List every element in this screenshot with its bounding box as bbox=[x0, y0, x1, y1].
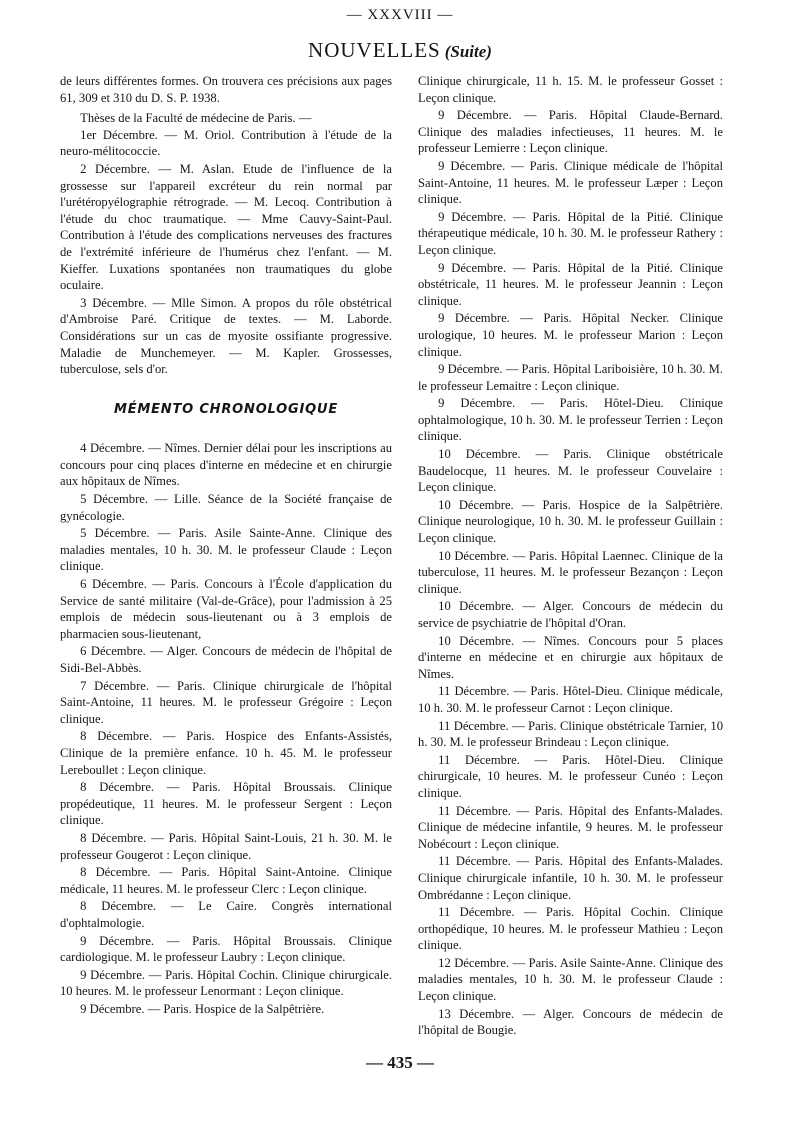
roman-page-number: — XXXVIII — bbox=[346, 7, 454, 23]
list-item: 10 Décembre. — Nîmes. Concours pour 5 places d'interne en médecine et en chirurgie aux hôpitaux de Nîmes. bbox=[418, 633, 723, 681]
list-item: 1er Décembre. — M. Oriol. Contribution à l'étude de la neuro-mélitococcie. bbox=[60, 127, 392, 159]
theses-heading: Thèses de la Faculté de médecine de Paris. — bbox=[80, 111, 312, 126]
list-item: 8 Décembre. — Paris. Hôpital Broussais. Clinique propédeutique, 11 heures. M. le professeur Sergent : Leçon clinique. bbox=[60, 780, 392, 828]
right-column bbox=[418, 73, 723, 1040]
list-item: 12 Décembre. — Paris. Asile Sainte-Anne. Clinique des maladies mentales, 10 h. 30. M. le professeur Claude : Leçon clinique. bbox=[418, 955, 723, 1004]
list-item: 13 Décembre. — Alger. Concours de médecin de l'hôpital de Bougie. bbox=[418, 1006, 723, 1038]
intro-paragraph: de leurs différentes formes. On trouvera ces précisions aux pages 61, 309 et 310 du D. S. P. 1938. bbox=[60, 74, 392, 105]
left-entries bbox=[60, 440, 392, 1017]
list-item: 9 Décembre. — Paris. Hôpital de la Pitié. Clinique obstétricale, 11 heures. M. le professeur Jeannin : Leçon clinique. bbox=[418, 260, 723, 308]
list-item: 8 Décembre. — Paris. Hôpital Saint-Louis, 21 h. 30. M. le professeur Gougerot : Leçon clinique. bbox=[60, 830, 392, 862]
list-item: 8 Décembre. — Le Caire. Congrès international d'ophtalmologie. bbox=[60, 899, 392, 930]
list-item: 5 Décembre. — Lille. Séance de la Société française de gynécologie. bbox=[60, 492, 392, 523]
theses-list bbox=[60, 127, 392, 378]
list-item: 5 Décembre. — Paris. Asile Sainte-Anne. Clinique des maladies mentales, 10 h. 30. M. le professeur Claude : Leçon clinique. bbox=[60, 526, 392, 574]
list-item: 9 Décembre. — Paris. Hôpital de la Pitié. Clinique thérapeutique médicale, 10 h. 30. M. le professeur Rathery : Leçon clinique. bbox=[418, 209, 723, 257]
list-item: 11 Décembre. — Paris. Hôtel-Dieu. Clinique médicale, 10 h. 30. M. le professeur Carnot : Leçon clinique. bbox=[418, 684, 723, 715]
title-suite: (Suite) bbox=[444, 42, 492, 61]
list-item: 10 Décembre. — Paris. Hospice de la Salpêtrière. Clinique neurologique, 10 h. 30. M. le professeur Guillain : Leçon clinique. bbox=[418, 497, 723, 546]
list-item: 11 Décembre. — Paris. Hôpital des Enfants-Malades. Clinique de médecine infantile, 9 heures. M. le professeur Nobécourt : Leçon clinique. bbox=[418, 803, 723, 851]
list-item: 9 Décembre. — Paris. Hôpital Broussais. Clinique cardiologique. M. le professeur Laubry : Leçon clinique. bbox=[60, 933, 392, 965]
list-item: 10 Décembre. — Paris. Clinique obstétricale Baudelocque, 11 heures. M. le professeur Couvelaire : Leçon clinique. bbox=[418, 447, 723, 495]
title-nouvelles: NOUVELLES bbox=[308, 38, 441, 62]
list-item: 9 Décembre. — Paris. Hospice de la Salpêtrière. bbox=[80, 1001, 325, 1016]
list-item: 6 Décembre. — Paris. Concours à l'École d'application du Service de santé militaire (Val-de-Grâce), pour l'admission à 25 emplois de médecin sous-lieutenant ou à 3 emplois de pharmacien sous-lieutenant, bbox=[60, 577, 392, 641]
list-item: 9 Décembre. — Paris. Hôpital Lariboisière, 10 h. 30. M. le professeur Lemaitre : Leçon clinique. bbox=[418, 362, 723, 393]
list-item: 8 Décembre. — Paris. Hospice des Enfants-Assistés, Clinique de la première enfance. 10 h. 45. M. le professeur Lereboullet : Leçon clinique. bbox=[60, 729, 392, 777]
list-item: 7 Décembre. — Paris. Clinique chirurgicale de l'hôpital Saint-Antoine, 11 heures. M. le professeur Grégoire : Leçon clinique. bbox=[60, 678, 392, 726]
page-number-footer: — 435 — bbox=[366, 1053, 434, 1072]
list-item: 10 Décembre. — Paris. Hôpital Laennec. Clinique de la tuberculose, 11 heures. M. le professeur Bezançon : Leçon clinique. bbox=[418, 548, 723, 596]
memento-heading: MÉMENTO CHRONOLOGIQUE bbox=[113, 401, 339, 417]
list-item: 11 Décembre. — Paris. Hôpital Cochin. Clinique orthopédique, 10 heures. M. le professeur Mathieu : Leçon clinique. bbox=[418, 905, 723, 953]
list-item: 9 Décembre. — Paris. Hôpital Cochin. Clinique chirurgicale. 10 heures. M. le professeur Lenormant : Leçon clinique. bbox=[60, 967, 392, 999]
left-column bbox=[60, 73, 392, 1018]
list-item: 2 Décembre. — M. Aslan. Etude de l'influence de la grossesse sur l'appareil excréteur du rein normal par l'urétéropyélographie rétrograde. — M. Lecoq. Contribution à l'étude du choc traumatique. — Mme Cauvy-Saint-Paul. Contribution à l'étude des complications nerveuses des fractures de l'extrémité inférieure de l'humérus chez l'enfant. — M. Kieffer. Luxations spontanées non traumatiques du globe oculaire. bbox=[60, 161, 392, 293]
list-item: 10 Décembre. — Alger. Concours de médecin du service de psychiatrie de l'hôpital d'Oran. bbox=[418, 599, 723, 630]
list-item: 9 Décembre. — Paris. Hôpital Necker. Clinique urologique, 10 heures. M. le professeur Marion : Leçon clinique. bbox=[418, 311, 723, 359]
list-item: Clinique chirurgicale, 11 h. 15. M. le professeur Gosset : Leçon clinique. bbox=[418, 74, 723, 105]
list-item: 11 Décembre. — Paris. Clinique obstétricale Tarnier, 10 h. 30. M. le professeur Brindeau : Leçon clinique. bbox=[418, 718, 723, 750]
list-item: 4 Décembre. — Nîmes. Dernier délai pour les inscriptions au concours pour cinq places d'interne en médecine et en chirurgie aux hôpitaux de Nîmes. bbox=[60, 441, 392, 489]
section-title bbox=[0, 38, 800, 63]
list-item: 11 Décembre. — Paris. Hôpital des Enfants-Malades. Clinique chirurgicale infantile, 10 h. 30. M. le professeur Ombrédanne : Leçon clinique. bbox=[418, 854, 723, 902]
list-item: 3 Décembre. — Mlle Simon. A propos du rôle obstétrical d'Ambroise Paré. Critique de textes. — M. Laborde. Considérations sur un cas de myosite ossifiante progressive. Maladie de Munchemeyer. — M. Kapler. Grossesses, tuberculose, sels d'or. bbox=[60, 295, 392, 377]
list-item: 9 Décembre. — Paris. Clinique médicale de l'hôpital Saint-Antoine, 11 heures. M. le professeur Læper : Leçon clinique. bbox=[418, 158, 723, 207]
list-item: 8 Décembre. — Paris. Hôpital Saint-Antoine. Clinique médicale, 11 heures. M. le professeur Clerc : Leçon clinique. bbox=[60, 865, 392, 896]
list-item: 9 Décembre. — Paris. Hôpital Claude-Bernard. Clinique des maladies infectieuses, 11 heures. M. le professeur Lemierre : Leçon clinique. bbox=[418, 108, 723, 156]
list-item: 6 Décembre. — Alger. Concours de médecin de l'hôpital de Sidi-Bel-Abbès. bbox=[60, 644, 392, 675]
list-item: 9 Décembre. — Paris. Hôtel-Dieu. Clinique ophtalmologique, 10 h. 30. M. le professeur Terrien : Leçon clinique. bbox=[418, 396, 723, 444]
list-item: 11 Décembre. — Paris. Hôtel-Dieu. Clinique chirurgicale, 10 heures. M. le professeur Cunéo : Leçon clinique. bbox=[418, 752, 723, 800]
right-entries bbox=[418, 73, 723, 1039]
